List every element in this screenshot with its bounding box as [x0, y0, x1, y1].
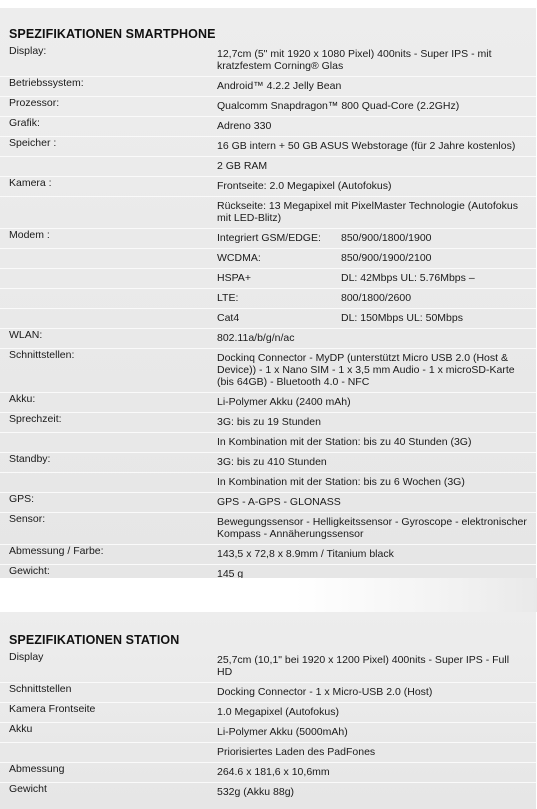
spec-label: Akku — [9, 723, 33, 735]
spec-value: GPS - A-GPS - GLONASS — [217, 496, 341, 508]
spec-label: Modem : — [9, 229, 50, 241]
spec-subvalue: 850/900/1900/2100 — [341, 252, 432, 264]
spec-label: Grafik: — [9, 117, 40, 129]
spec-subvalue: DL: 42Mbps UL: 5.76Mbps – — [341, 272, 475, 284]
spec-value: 532g (Akku 88g) — [217, 786, 295, 798]
spec-line — [0, 289, 536, 308]
spec-subvalue: DL: 150Mbps UL: 50Mbps — [341, 312, 463, 324]
spec-line — [0, 45, 536, 76]
spec-row — [0, 513, 536, 544]
spec-line — [0, 229, 536, 248]
spec-line — [0, 97, 536, 116]
spec-value-pair — [217, 292, 527, 304]
spec-label: Speicher : — [9, 137, 57, 149]
station-spec-panel — [0, 612, 536, 809]
spec-value: Li-Polymer Akku (5000mAh) — [217, 726, 348, 738]
spec-value: Adreno 330 — [217, 120, 272, 132]
spec-label: Schnittstellen — [9, 683, 72, 695]
spec-line — [0, 683, 536, 702]
spec-value: 16 GB intern + 50 GB ASUS Webstorage (für 2 Jahre kostenlos) — [217, 140, 516, 152]
spec-label: Display: — [9, 45, 47, 57]
spec-subvalue: 850/900/1800/1900 — [341, 232, 432, 244]
spec-line — [0, 513, 536, 544]
spec-line — [0, 763, 536, 782]
spec-subkey: Integriert GSM/EDGE: — [217, 232, 321, 244]
spec-line — [0, 651, 536, 682]
spec-subkey: Cat4 — [217, 312, 240, 324]
station-spec-title: SPEZIFIKATIONEN STATION — [9, 633, 180, 647]
spec-label: Prozessor: — [9, 97, 60, 109]
spec-subkey: WCDMA: — [217, 252, 261, 264]
spec-row — [0, 349, 536, 392]
spec-row — [0, 413, 536, 452]
spec-value: Android™ 4.2.2 Jelly Bean — [217, 80, 342, 92]
spec-row — [0, 137, 536, 176]
spec-line — [0, 703, 536, 722]
smartphone-spec-panel — [0, 8, 536, 578]
spec-row — [0, 177, 536, 228]
spec-label: Standby: — [9, 453, 51, 465]
spec-row — [0, 329, 536, 348]
spec-label: Gewicht — [9, 783, 47, 795]
spec-value: 2 GB RAM — [217, 160, 268, 172]
spec-value: 264.6 x 181,6 x 10,6mm — [217, 766, 330, 778]
spec-line — [0, 783, 536, 802]
spec-value: Priorisiertes Laden des PadFones — [217, 746, 376, 758]
spec-line — [0, 329, 536, 348]
spec-value-pair — [217, 272, 527, 284]
spec-value: In Kombination mit der Station: bis zu 6 Wochen (3G) — [217, 476, 465, 488]
spec-value: Rückseite: 13 Megapixel mit PixelMaster Technologie (Autofokus mit LED-Blitz) — [217, 200, 518, 224]
spec-row — [0, 229, 536, 328]
spec-label: Akku: — [9, 393, 36, 405]
spec-value-pair — [217, 252, 527, 264]
spec-value: Docking Connector - 1 x Micro-USB 2.0 (Host) — [217, 686, 433, 698]
spec-line — [0, 269, 536, 288]
station-spec-table — [0, 651, 536, 802]
spec-label: Betriebssystem: — [9, 77, 84, 89]
spec-row — [0, 77, 536, 96]
spec-line — [0, 137, 536, 156]
spec-row — [0, 703, 536, 722]
spec-line — [0, 453, 536, 472]
spec-row — [0, 651, 536, 682]
spec-line — [0, 473, 536, 492]
spec-value: 12,7cm (5" mit 1920 x 1080 Pixel) 400nits - Super IPS - mit kratzfestem Corning® Glas — [217, 48, 492, 72]
spec-value: Frontseite: 2.0 Megapixel (Autofokus) — [217, 180, 392, 192]
spec-value: 3G: bis zu 19 Stunden — [217, 416, 321, 428]
spec-value: 25,7cm (10,1" bei 1920 x 1200 Pixel) 400nits - Super IPS - Full HD — [217, 654, 510, 678]
spec-line — [0, 565, 536, 578]
spec-row — [0, 683, 536, 702]
spec-value: Dockinq Connector - MyDP (unterstützt Micro USB 2.0 (Host & Device)) - 1 x Nano SIM - 1 x 3,5 mm Audio - 1 x microSD-Karte (bis 64GB) - Bluetooth 4.0 - NFC — [217, 352, 515, 388]
spec-line — [0, 197, 536, 228]
spec-row — [0, 493, 536, 512]
spec-line — [0, 723, 536, 742]
spec-label: Display — [9, 651, 44, 663]
spec-label: Sprechzeit: — [9, 413, 62, 425]
spec-label: Kamera Frontseite — [9, 703, 96, 715]
spec-value: 3G: bis zu 410 Stunden — [217, 456, 327, 468]
spec-value: 802.11a/b/g/n/ac — [217, 332, 295, 344]
spec-row — [0, 723, 536, 762]
spec-subkey: HSPA+ — [217, 272, 251, 284]
spec-label: Schnittstellen: — [9, 349, 75, 361]
spec-row — [0, 393, 536, 412]
spec-label: GPS: — [9, 493, 35, 505]
spec-line — [0, 249, 536, 268]
spec-line — [0, 433, 536, 452]
spec-line — [0, 117, 536, 136]
spec-row — [0, 565, 536, 578]
spec-line — [0, 309, 536, 328]
spec-line — [0, 177, 536, 196]
spec-line — [0, 413, 536, 432]
spec-label: Gewicht: — [9, 565, 50, 577]
spec-value: Bewegungssensor - Helligkeitssensor - Gyroscope - elektronischer Kompass - Annäherungssensor — [217, 516, 527, 540]
smartphone-spec-table — [0, 45, 536, 578]
spec-value: 1.0 Megapixel (Autofokus) — [217, 706, 339, 718]
spec-row — [0, 763, 536, 782]
spec-subvalue: 800/1800/2600 — [341, 292, 412, 304]
section-gap — [0, 578, 537, 612]
spec-line — [0, 743, 536, 762]
spec-label: Kamera : — [9, 177, 52, 189]
spec-row — [0, 453, 536, 492]
spec-label: Abmessung — [9, 763, 65, 775]
spec-line — [0, 493, 536, 512]
spec-value: Li-Polymer Akku (2400 mAh) — [217, 396, 351, 408]
spec-line — [0, 157, 536, 176]
spec-value: 143,5 x 72,8 x 8.9mm / Titanium black — [217, 548, 394, 560]
smartphone-spec-title: SPEZIFIKATIONEN SMARTPHONE — [9, 27, 216, 41]
spec-label: WLAN: — [9, 329, 43, 341]
spec-row — [0, 545, 536, 564]
spec-row — [0, 45, 536, 76]
spec-subkey: LTE: — [217, 292, 239, 304]
spec-line — [0, 349, 536, 392]
spec-value: In Kombination mit der Station: bis zu 40 Stunden (3G) — [217, 436, 472, 448]
spec-value-pair — [217, 232, 527, 244]
spec-row — [0, 97, 536, 116]
spec-value-pair — [217, 312, 527, 324]
spec-line — [0, 545, 536, 564]
spec-value: Qualcomm Snapdragon™ 800 Quad-Core (2.2GHz) — [217, 100, 460, 112]
spec-line — [0, 77, 536, 96]
spec-row — [0, 783, 536, 802]
spec-label: Abmessung / Farbe: — [9, 545, 104, 557]
spec-line — [0, 393, 536, 412]
spec-label: Sensor: — [9, 513, 46, 525]
spec-row — [0, 117, 536, 136]
spec-value: 145 g — [217, 568, 244, 578]
